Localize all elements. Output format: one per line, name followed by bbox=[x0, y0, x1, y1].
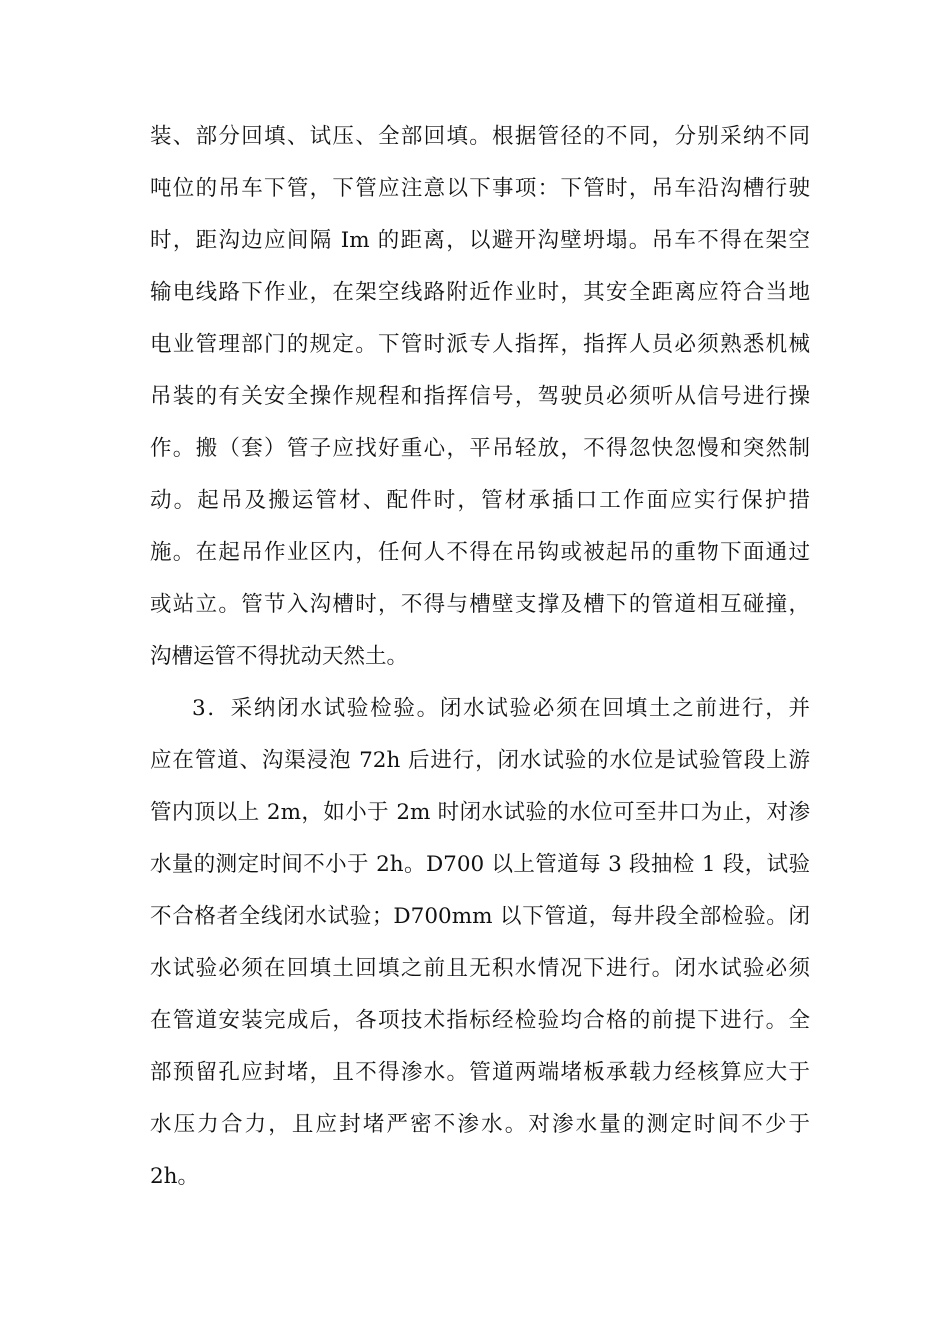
text-line: 施。在起吊作业区内，任何人不得在吊钩或被起吊的重物下面通过 bbox=[150, 540, 810, 565]
text-line: 管内顶以上 2m，如小于 2m 时闭水试验的水位可至井口为止，对渗 bbox=[150, 800, 810, 825]
text-line: 装、部分回填、试压、全部回填。根据管径的不同，分别采纳不同 bbox=[150, 124, 810, 149]
text-line: 或站立。管节入沟槽时，不得与槽壁支撑及槽下的管道相互碰撞， bbox=[150, 592, 810, 617]
paragraph-closed-water-test bbox=[150, 683, 810, 1203]
text-line: 水量的测定时间不小于 2h。D700 以上管道每 3 段抽检 1 段，试验 bbox=[150, 852, 810, 877]
text-line: 输电线路下作业，在架空线路附近作业时，其安全距离应符合当地 bbox=[150, 280, 810, 305]
text-line: 应在管道、沟渠浸泡 72h 后进行，闭水试验的水位是试验管段上游 bbox=[150, 748, 810, 773]
text-line: 电业管理部门的规定。下管时派专人指挥，指挥人员必须熟悉机械 bbox=[150, 332, 810, 357]
text-line: 沟槽运管不得扰动天然土。 bbox=[150, 644, 409, 669]
text-line: 不合格者全线闭水试验；D700mm 以下管道，每井段全部检验。闭 bbox=[150, 904, 810, 929]
text-line: 2h。 bbox=[150, 1164, 200, 1189]
text-line: 3．采纳闭水试验检验。闭水试验必须在回填土之前进行，并 bbox=[192, 696, 810, 721]
text-line: 吊装的有关安全操作规程和指挥信号，驾驶员必须听从信号进行操 bbox=[150, 384, 810, 409]
text-line: 吨位的吊车下管，下管应注意以下事项：下管时，吊车沿沟槽行驶 bbox=[150, 176, 810, 201]
paragraph-pipe-lowering bbox=[150, 111, 810, 683]
text-line: 时，距沟边应间隔 Im 的距离，以避开沟壁坍塌。吊车不得在架空 bbox=[150, 228, 810, 253]
text-line: 水试验必须在回填土回填之前且无积水情况下进行。闭水试验必须 bbox=[150, 956, 810, 981]
text-line: 在管道安装完成后，各项技术指标经检验均合格的前提下进行。全 bbox=[150, 1008, 810, 1033]
text-line: 作。搬（套）管子应找好重心，平吊轻放，不得忽快忽慢和突然制 bbox=[150, 436, 810, 461]
text-line: 水压力合力，且应封堵严密不渗水。对渗水量的测定时间不少于 bbox=[150, 1112, 810, 1137]
text-line: 动。起吊及搬运管材、配件时，管材承插口工作面应实行保护措 bbox=[150, 488, 810, 513]
text-line: 部预留孔应封堵，且不得渗水。管道两端堵板承载力经核算应大于 bbox=[150, 1060, 810, 1085]
